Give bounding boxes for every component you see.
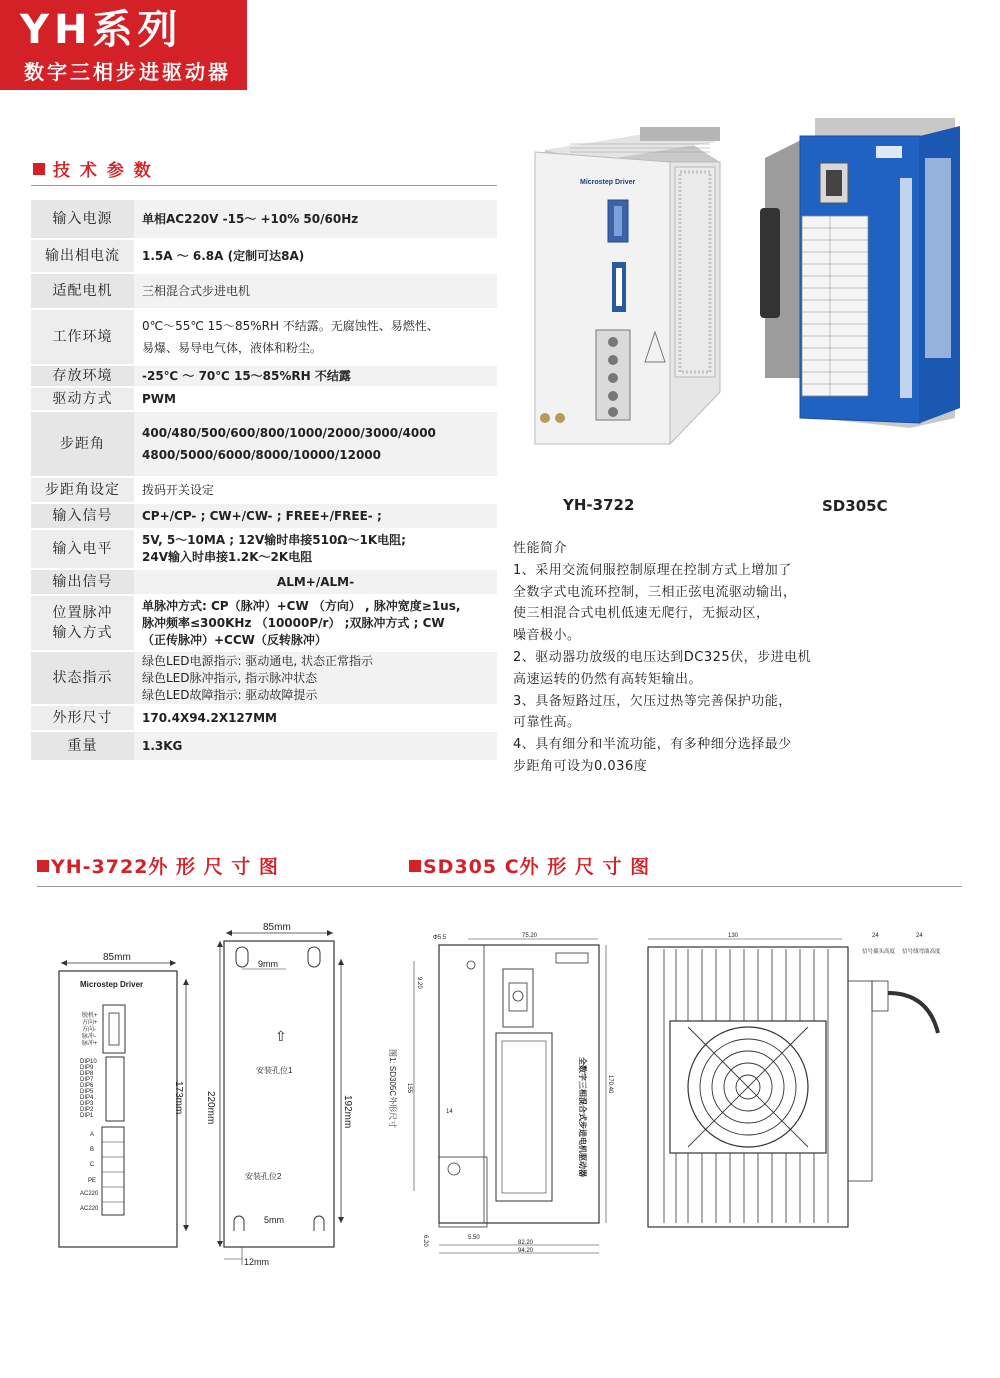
spec-value-line: （正传脉冲）+CCW（反转脉冲）: [142, 632, 327, 647]
spec-value: [134, 706, 497, 730]
spec-label: 适配电机: [31, 274, 134, 308]
spec-label: 步距角: [31, 412, 134, 476]
yh-port-label: 脱机+: [82, 1013, 98, 1019]
spec-row: [31, 732, 497, 762]
spec-value-line: 绿色LED电源指示: 驱动通电, 状态正常指示: [142, 653, 373, 668]
spec-value-line: 拨码开关设定: [142, 482, 215, 497]
yh-bottom-offset-label: 12mm: [244, 1257, 270, 1267]
spec-row: [31, 530, 497, 570]
spec-section-title: 技 术 参 数: [53, 161, 153, 181]
spec-row: [31, 366, 497, 388]
sd305c-caption: SD305C: [822, 497, 888, 515]
yh-total-height-label: 220mm: [205, 1091, 216, 1125]
spec-value-line: 5V, 5～10MA ; 12V输时串接510Ω～1K电阻;: [142, 533, 406, 547]
spec-label: 输入电平: [31, 530, 134, 568]
sd-vertical-label: 全数字三相混合式步进电机驱动器: [578, 1057, 587, 1177]
spec-value: [134, 596, 497, 650]
feature-line: 可靠性高。: [513, 715, 581, 731]
spec-value-line: 400/480/500/600/800/1000/2000/3000/4000: [142, 426, 436, 440]
yh-dip-label: DIP1: [80, 1113, 94, 1119]
sd305c-photo: [760, 118, 965, 433]
yh-terminal-label: AC220: [80, 1191, 99, 1197]
spec-label: 存放环境: [31, 366, 134, 386]
yh-dip-label: DIP3: [80, 1101, 94, 1107]
spec-label: 驱动方式: [31, 388, 134, 410]
sd-side-caption: 图1: SD305C外形尺寸: [388, 1049, 397, 1129]
spec-section-heading: [33, 156, 153, 181]
yh-hole1-label: 安装孔位1: [256, 1066, 293, 1075]
spec-value-line: 0℃～55℃ 15～85%RH 不结露。无腐蚀性、易燃性、: [142, 319, 439, 333]
yh-panel-title: Microstep Driver: [80, 980, 144, 989]
spec-value-line: ALM+/ALM-: [276, 574, 355, 589]
yh-dip-label: DIP9: [80, 1065, 94, 1071]
spec-label: 状态指示: [31, 652, 134, 704]
yh-terminal-label: C: [90, 1162, 95, 1168]
spec-value: [134, 570, 497, 594]
spec-row: [31, 570, 497, 596]
spec-value-line: CP+/CP- ; CW+/CW- ; FREE+/FREE- ;: [142, 508, 382, 523]
spec-row: [31, 412, 497, 478]
yh-hole2-label: 安装孔位2: [245, 1172, 282, 1181]
feature-line: 步距角可设为0.036度: [513, 758, 648, 774]
spec-value: [134, 530, 497, 568]
spec-label: 输入电源: [31, 200, 134, 238]
sd-dia-label: Φ5.5: [433, 935, 447, 941]
spec-value-line: 24V输入时串接1.2K～2K电阻: [142, 550, 313, 564]
sd-drawing-heading: [409, 852, 650, 879]
feature-line: 噪音极小。: [513, 628, 581, 644]
heading-square-icon: [37, 860, 49, 872]
sd-front-view: [388, 933, 613, 1254]
series-subtitle: 数字三相步进驱动器: [24, 60, 231, 84]
yh-height-label: 173mm: [173, 1081, 184, 1115]
spec-label: 位置脉冲 输入方式: [31, 596, 134, 650]
sd-bottom-9420-label: 94.20: [518, 1248, 534, 1254]
spec-row: [31, 240, 497, 274]
yh-dip-label: DIP10: [80, 1059, 97, 1065]
spec-value-line: 单脉冲方式: CP（脉冲）+CW （方向） , 脉冲宽度≥1us,: [142, 598, 461, 613]
spec-row: [31, 200, 497, 240]
spec-value-line: 单相AC220V -15～ +10% 50/60Hz: [142, 211, 359, 226]
spec-row: [31, 310, 497, 366]
heading-square-icon: [33, 163, 45, 175]
yh3722-photo: [530, 122, 740, 452]
yh-dip-label: DIP6: [80, 1083, 94, 1089]
dimension-drawings: [36, 901, 961, 1281]
spec-label: 外形尺寸: [31, 706, 134, 730]
yh-width-label: 85mm: [103, 952, 131, 963]
yh-port-label: 脉冲+: [82, 1041, 98, 1047]
heading-square-icon: [409, 860, 421, 872]
spec-row: [31, 652, 497, 706]
features-block: [513, 538, 833, 778]
yh-terminal-label: AC220: [80, 1206, 99, 1212]
sd-bottom-550-label: 5.50: [468, 1235, 480, 1241]
feature-line: 全数字式电流环控制，三相正弦电流驱动输出，: [513, 584, 797, 600]
feature-line: 使三相混合式电机低速无爬行，无振动区，: [513, 606, 770, 622]
spec-row: [31, 504, 497, 530]
sd-height-155-label: 155: [406, 1083, 412, 1094]
spec-value: [134, 412, 497, 476]
sd-dim-14-label: 14: [446, 1109, 453, 1115]
spec-value-line: PWM: [142, 391, 176, 406]
spec-row: [31, 274, 497, 310]
yh-hole-top-label: 9mm: [258, 959, 278, 969]
spec-value-line: 4800/5000/6000/8000/10000/12000: [142, 448, 382, 462]
spec-value-line: 1.3KG: [142, 738, 183, 753]
spec-value-line: 脉冲频率≤300KHz （10000P/r） ;双脉冲方式 ; CW: [142, 615, 445, 630]
sd-left-dim-label: 9.20: [416, 977, 422, 989]
yh-drawing-heading: [37, 852, 279, 879]
feature-line: 2、驱动器功放级的电压达到DC325伏，步进电机: [513, 649, 812, 665]
yh-drawing-title: YH-3722外 形 尺 寸 图: [51, 856, 279, 878]
spec-value: [134, 732, 497, 760]
spec-value-line: 绿色LED故障指示: 驱动故障提示: [142, 687, 318, 702]
spec-value: [134, 240, 497, 272]
yh-back-width-label: 85mm: [263, 922, 291, 933]
sd-height-17040-label: 170.40: [607, 1075, 613, 1094]
yh-dip-label: DIP8: [80, 1071, 94, 1077]
sd-bottom-8220-label: 82.20: [518, 1240, 534, 1246]
spec-value: [134, 388, 497, 410]
sd-side-24b-label: 24: [916, 933, 923, 939]
sd-side-top-label: 130: [728, 933, 739, 939]
spec-value: [134, 200, 497, 238]
yh3722-photo-title: Microstep Driver: [580, 179, 636, 186]
yh-terminal-label: PE: [88, 1178, 97, 1184]
yh-dip-label: DIP2: [80, 1107, 94, 1113]
up-arrow-icon: ⇧: [275, 1028, 287, 1044]
spec-value-line: 170.4X94.2X127MM: [142, 710, 277, 725]
spec-section-rule: [31, 185, 497, 186]
spec-value: [134, 274, 497, 308]
drawing-section-rule: [37, 886, 962, 887]
spec-label: 输入信号: [31, 504, 134, 528]
sd-bottom-620-label: 6.20: [422, 1235, 428, 1247]
yh-hole-bottom-label: 5mm: [264, 1215, 284, 1225]
yh-hole-span-label: 192mm: [342, 1095, 353, 1129]
feature-line: 高速运转的仍然有高转矩输出。: [513, 671, 703, 687]
spec-row: [31, 706, 497, 732]
spec-row: [31, 388, 497, 412]
yh-port-label: 脉冲-: [82, 1034, 96, 1040]
header-banner: [0, 0, 247, 90]
feature-line: 4、具有细分和半流功能，有多种细分选择最少: [513, 737, 792, 753]
yh-dip-label: DIP5: [80, 1089, 94, 1095]
spec-value-line: 三相混合式步进电机: [142, 283, 251, 298]
feature-line: 1、采用交流伺服控制原理在控制方式上增加了: [513, 562, 792, 578]
sd-note2: 信号线弯曲高度: [902, 949, 941, 955]
spec-label: 重量: [31, 732, 134, 760]
spec-value: [134, 504, 497, 528]
yh3722-caption: YH-3722: [563, 496, 635, 514]
yh-front-view: [59, 952, 189, 1247]
spec-value-line: -25℃ ～ 70℃ 15～85%RH 不结露: [142, 368, 351, 383]
sd-note1: 信号插头高度: [862, 949, 896, 955]
sd-top-width-label: 75.20: [522, 933, 538, 939]
spec-label: 输出信号: [31, 570, 134, 594]
sd-side-view: [648, 933, 941, 1227]
spec-row: [31, 596, 497, 652]
spec-value: [134, 366, 497, 386]
yh-back-view: [205, 922, 353, 1267]
sd-side-24a-label: 24: [872, 933, 879, 939]
spec-value: [134, 310, 497, 364]
sd-drawing-title: SD305 C外 形 尺 寸 图: [423, 856, 651, 878]
spec-value-line: 绿色LED脉冲指示, 指示脉冲状态: [142, 670, 318, 685]
spec-value-line: 易爆、易导电气体，液体和粉尘。: [142, 341, 323, 355]
yh-terminal-label: A: [90, 1132, 95, 1138]
yh-dip-label: DIP4: [80, 1095, 94, 1101]
spec-value: [134, 478, 497, 502]
series-title: YH系列: [20, 7, 183, 53]
spec-label: 输出相电流: [31, 240, 134, 272]
yh-dip-label: DIP7: [80, 1077, 94, 1083]
yh-port-label: 方向+: [82, 1020, 98, 1026]
spec-row: [31, 478, 497, 504]
spec-label: 工作环境: [31, 310, 134, 364]
features-title: 性能简介: [513, 541, 568, 556]
feature-line: 3、具备短路过压，欠压过热等完善保护功能，: [513, 693, 792, 709]
spec-value-line: 1.5A ～ 6.8A (定制可达8A): [142, 248, 305, 263]
spec-value: [134, 652, 497, 704]
yh-terminal-label: B: [90, 1147, 95, 1153]
spec-label: 步距角设定: [31, 478, 134, 502]
yh-port-label: 方向-: [82, 1027, 96, 1033]
